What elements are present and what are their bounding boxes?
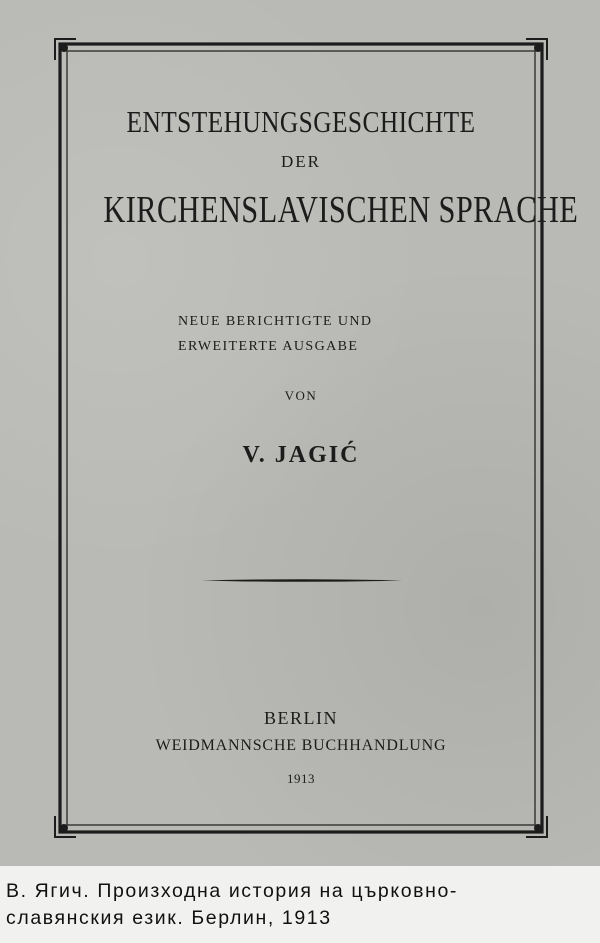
author-name: V. JAGIĆ bbox=[242, 442, 360, 468]
figure-caption bbox=[6, 878, 596, 932]
publication-place: BERLIN bbox=[264, 708, 338, 728]
title-line-2: DER bbox=[281, 152, 321, 171]
subtitle-line-1: NEUE BERICHTIGTE UND bbox=[178, 314, 373, 329]
publisher-name: WEIDMANNSCHE BUCHHANDLUNG bbox=[155, 737, 447, 754]
title-line-3: KIRCHENSLAVISCHEN SPRACHE bbox=[103, 189, 579, 231]
by-label: VON bbox=[284, 388, 318, 403]
separator-rule bbox=[202, 578, 402, 583]
caption-line-2: славянския език. Берлин, 1913 bbox=[6, 907, 332, 929]
caption-line-1: В. Ягич. Произходна история на църковно- bbox=[6, 880, 459, 902]
title-line-1: ENTSTEHUNGSGESCHICHTE bbox=[126, 104, 476, 139]
publication-year: 1913 bbox=[287, 771, 315, 786]
subtitle-line-2: ERWEITERTE AUSGABE bbox=[178, 339, 359, 354]
